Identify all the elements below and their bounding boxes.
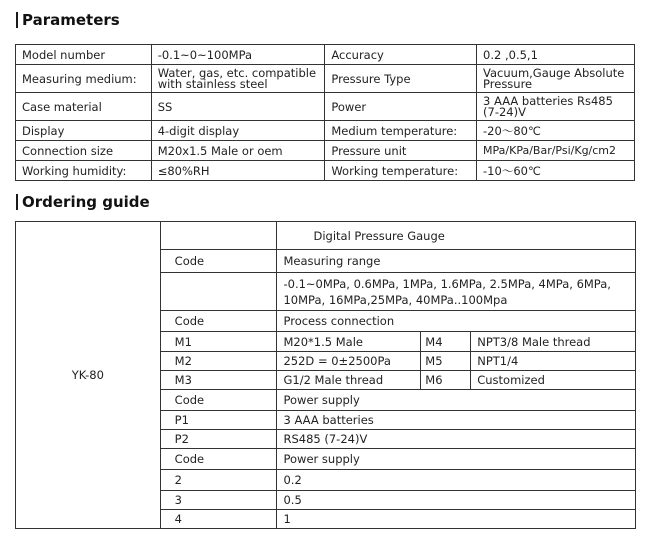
code-cell: 2 — [160, 470, 277, 491]
option-cell: 252D = 0±2500Pa — [277, 352, 421, 371]
param-label: Measuring medium: — [16, 65, 152, 93]
param-value: -10～60℃ — [477, 161, 635, 181]
option-cell: G1/2 Male thread — [277, 371, 421, 390]
ordering-guide-table — [15, 221, 636, 529]
section-label: Measuring range — [277, 250, 636, 273]
param-value: 4-digit display — [151, 121, 325, 141]
section-label: Power supply — [277, 390, 636, 411]
code-label: Code — [160, 250, 277, 273]
measuring-range-values: -0.1~0MPa, 0.6MPa, 1MPa, 1.6MPa, 2.5MPa, 4MPa, 6MPa, 10MPa, 16MPa,25MPa, 40MPa..100Mpa — [277, 273, 636, 311]
param-label: Pressure Type — [325, 65, 477, 93]
param-label: Working humidity: — [16, 161, 152, 181]
param-value: MPa/KPa/Bar/Psi/Kg/cm2 — [477, 141, 635, 161]
param-label: Display — [16, 121, 152, 141]
param-label: Case material — [16, 93, 152, 121]
parameters-heading: Parameters — [16, 12, 120, 28]
table-row — [16, 45, 635, 65]
code-cell: M3 — [160, 371, 277, 390]
code-cell: M5 — [421, 352, 471, 371]
code-cell: P1 — [160, 411, 277, 430]
param-value: ≤80%RH — [151, 161, 325, 181]
code-cell: 3 — [160, 491, 277, 510]
param-value: SS — [151, 93, 325, 121]
param-label: Connection size — [16, 141, 152, 161]
code-cell: 4 — [160, 510, 277, 529]
table-row — [16, 121, 635, 141]
option-cell: NPT3/8 Male thread — [471, 332, 636, 352]
code-cell: P2 — [160, 430, 277, 449]
code-cell: M1 — [160, 332, 277, 352]
code-cell: M2 — [160, 352, 277, 371]
section-label: Process connection — [277, 311, 636, 332]
param-label: Working temperature: — [325, 161, 477, 181]
option-cell: Customized — [471, 371, 636, 390]
param-value: -20～80℃ — [477, 121, 635, 141]
param-label: Model number — [16, 45, 152, 65]
code-label: Code — [160, 449, 277, 470]
option-cell: 0.5 — [277, 491, 636, 510]
section-label: Power supply — [277, 449, 636, 470]
table-row — [16, 222, 636, 250]
param-value: Vacuum,Gauge Absolute Pressure — [477, 65, 635, 93]
empty-cell — [160, 222, 277, 250]
model-cell: YK-80 — [16, 222, 161, 529]
table-row — [16, 161, 635, 181]
empty-cell — [160, 273, 277, 311]
param-label: Pressure unit — [325, 141, 477, 161]
code-label: Code — [160, 390, 277, 411]
param-label: Accuracy — [325, 45, 477, 65]
param-value: 0.2 ,0.5,1 — [477, 45, 635, 65]
ordering-guide-heading: Ordering guide — [16, 194, 150, 210]
option-cell: RS485 (7-24)V — [277, 430, 636, 449]
param-label: Medium temperature: — [325, 121, 477, 141]
param-value: Water, gas, etc. compatible with stainless steel — [151, 65, 325, 93]
code-label: Code — [160, 311, 277, 332]
table-row — [16, 93, 635, 121]
code-cell: M6 — [421, 371, 471, 390]
option-cell: 3 AAA batteries — [277, 411, 636, 430]
param-value: M20x1.5 Male or oem — [151, 141, 325, 161]
option-cell: M20*1.5 Male — [277, 332, 421, 352]
product-header: Digital Pressure Gauge — [277, 222, 636, 250]
table-row — [16, 65, 635, 93]
param-value: 3 AAA batteries Rs485 (7-24)V — [477, 93, 635, 121]
option-cell: 1 — [277, 510, 636, 529]
param-label: Power — [325, 93, 477, 121]
param-value: -0.1~0~100MPa — [151, 45, 325, 65]
option-cell: NPT1/4 — [471, 352, 636, 371]
parameters-table — [15, 44, 635, 181]
option-cell: 0.2 — [277, 470, 636, 491]
code-cell: M4 — [421, 332, 471, 352]
table-row — [16, 141, 635, 161]
